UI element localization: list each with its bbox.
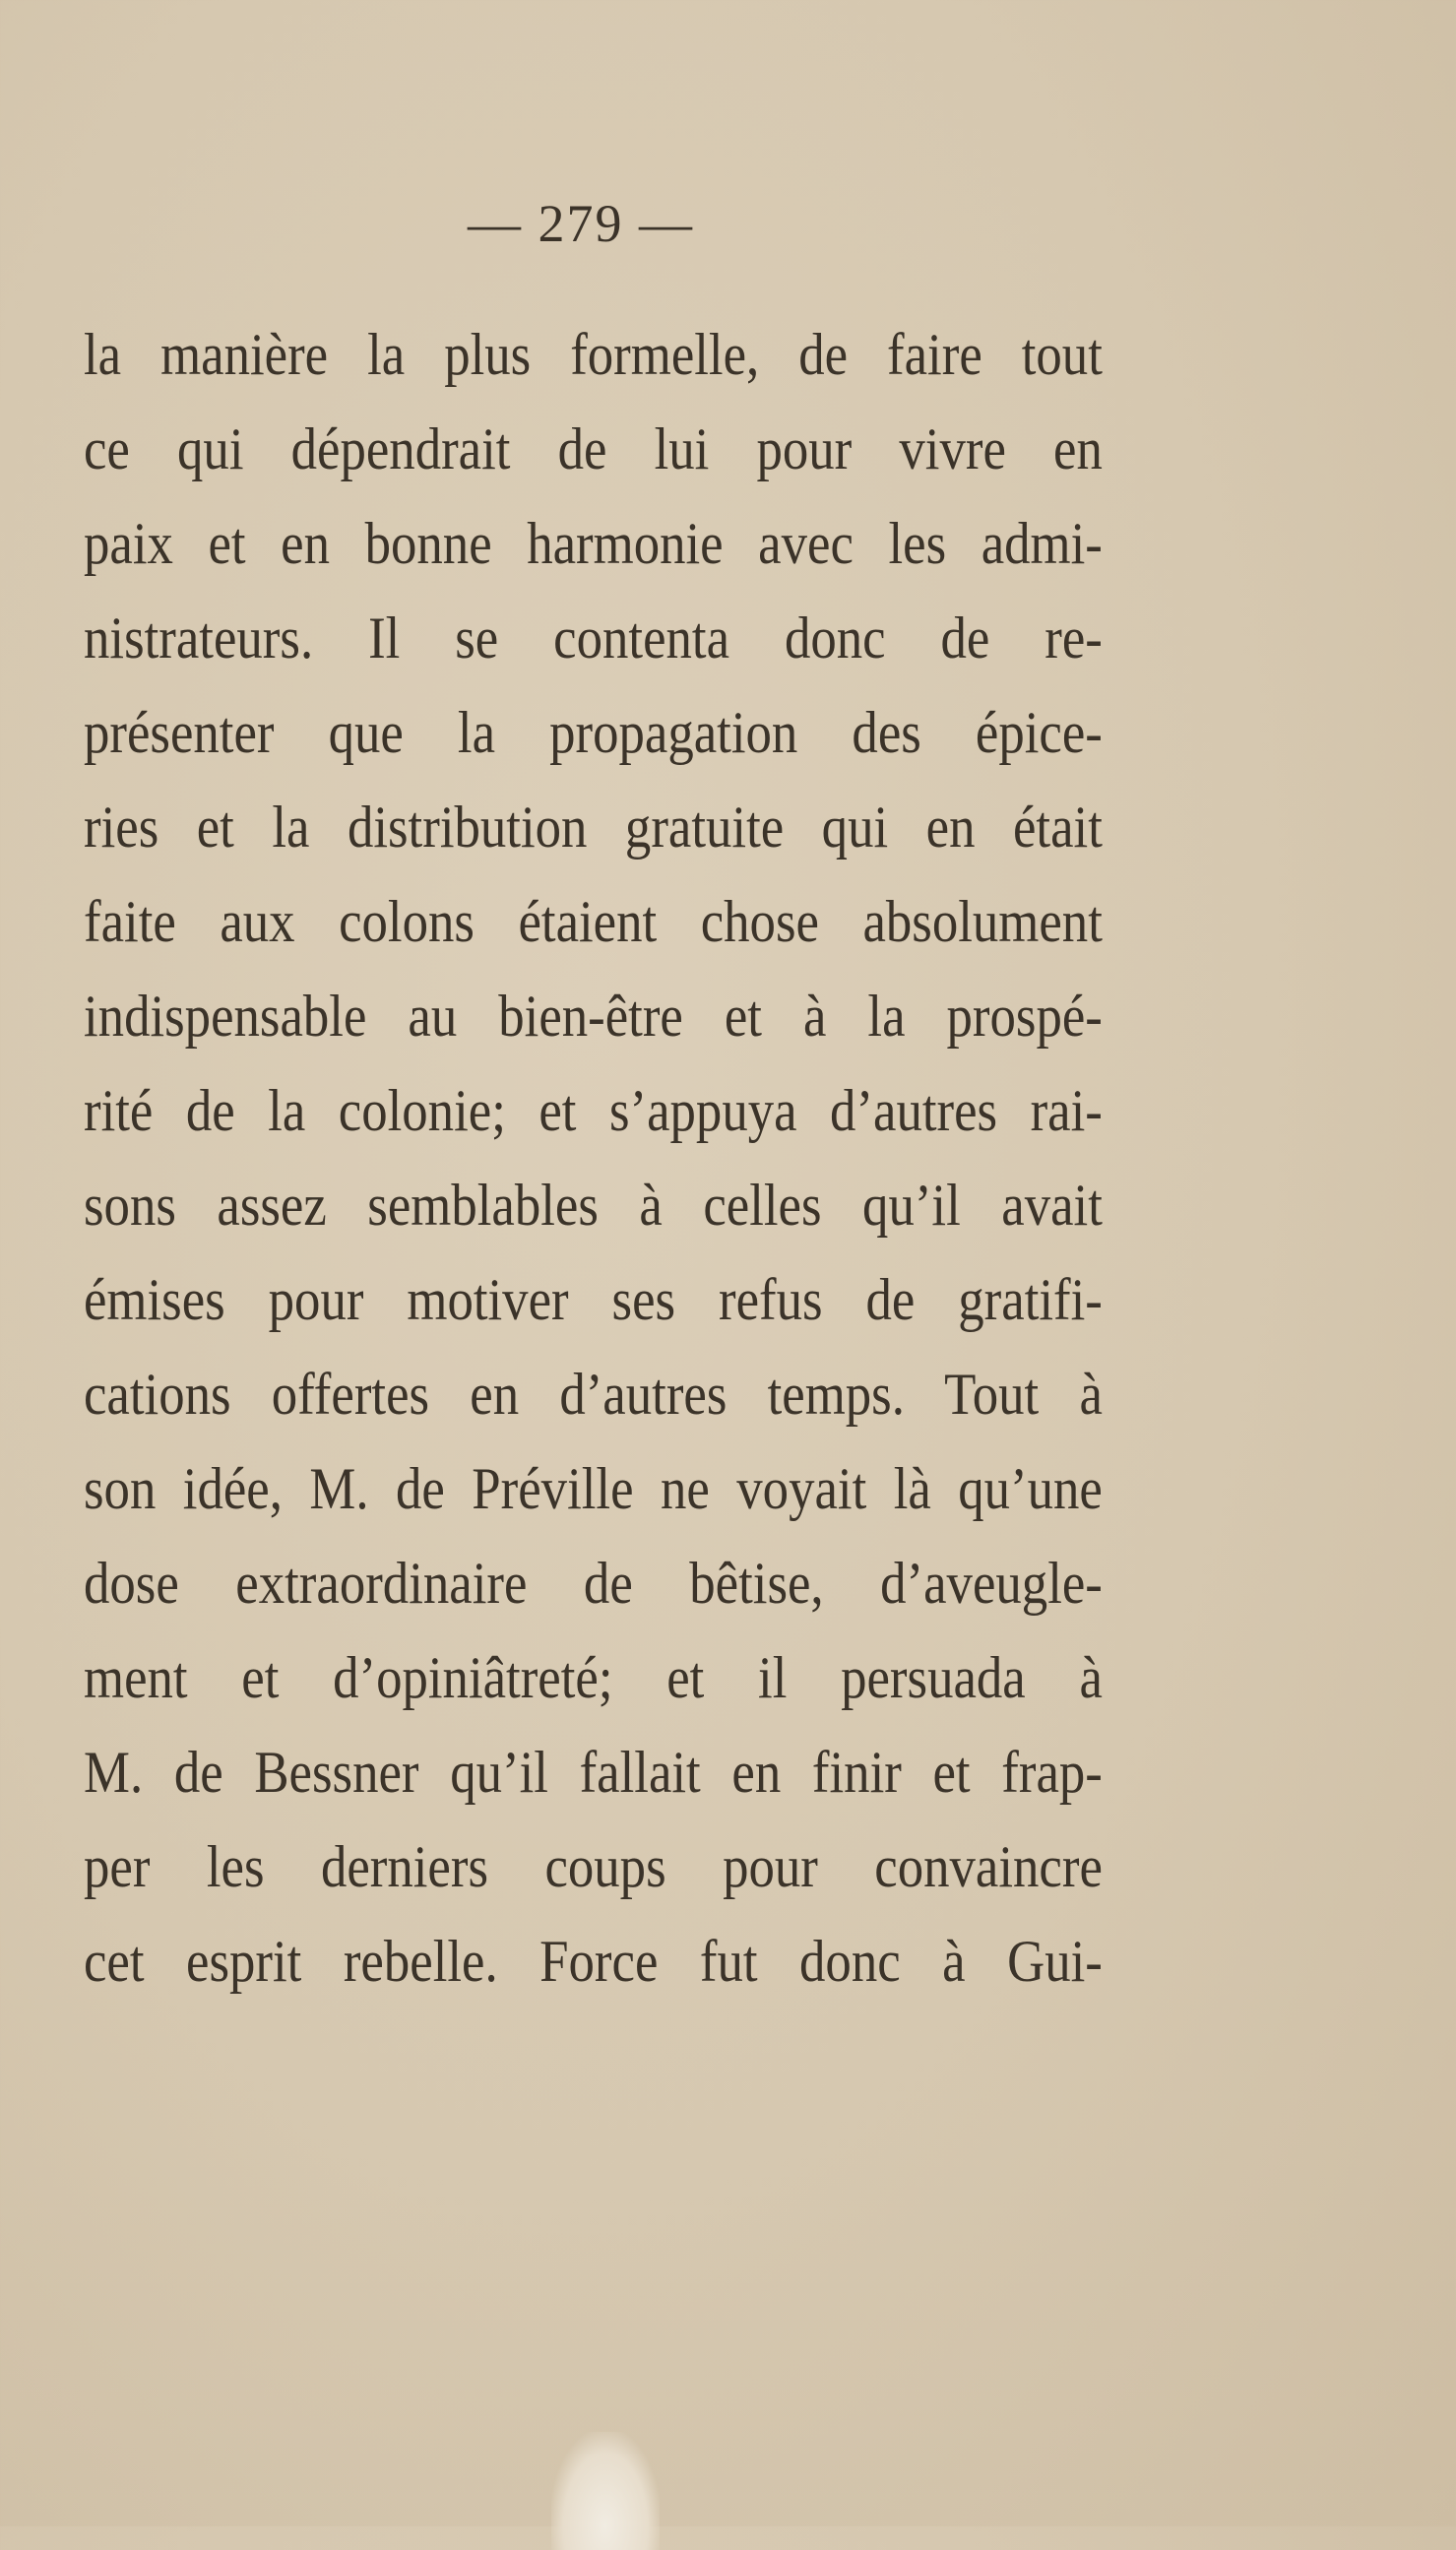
text-line: présenter que la propagation des épice- (84, 700, 1103, 765)
text-line: son idée, M. de Préville ne voyait là qu’une (84, 1456, 1103, 1521)
body-text (84, 307, 1103, 2008)
text-line: cations offertes en d’autres temps. Tout à (84, 1362, 1103, 1427)
text-line: émises pour motiver ses refus de gratifi- (84, 1267, 1103, 1332)
text-line: paix et en bonne harmonie avec les admi- (84, 511, 1103, 576)
text-line: per les derniers coups pour convaincre (84, 1834, 1103, 1899)
text-line: M. de Bessner qu’il fallait en finir et frap- (84, 1740, 1103, 1805)
text-line: dose extraordinaire de bêtise, d’aveugle- (84, 1551, 1103, 1616)
text-line: ce qui dépendrait de lui pour vivre en (84, 416, 1103, 481)
text-line: ment et d’opiniâtreté; et il persuada à (84, 1645, 1103, 1710)
text-line: ries et la distribution gratuite qui en était (84, 795, 1103, 860)
text-line: sons assez semblables à celles qu’il avait (84, 1173, 1103, 1238)
page-number: — 279 — (468, 194, 694, 253)
text-line: faite aux colons étaient chose absolument (84, 889, 1103, 954)
text-line: indispensable au bien-être et à la prospé- (84, 984, 1103, 1049)
text-line: la manière la plus formelle, de faire tout (84, 322, 1103, 387)
text-line: cet esprit rebelle. Force fut donc à Gui- (84, 1929, 1103, 1994)
text-line: rité de la colonie; et s’appuya d’autres rai- (84, 1078, 1103, 1143)
text-line: nistrateurs. Il se contenta donc de re- (84, 606, 1103, 670)
paper-fold-mark (551, 2432, 660, 2550)
